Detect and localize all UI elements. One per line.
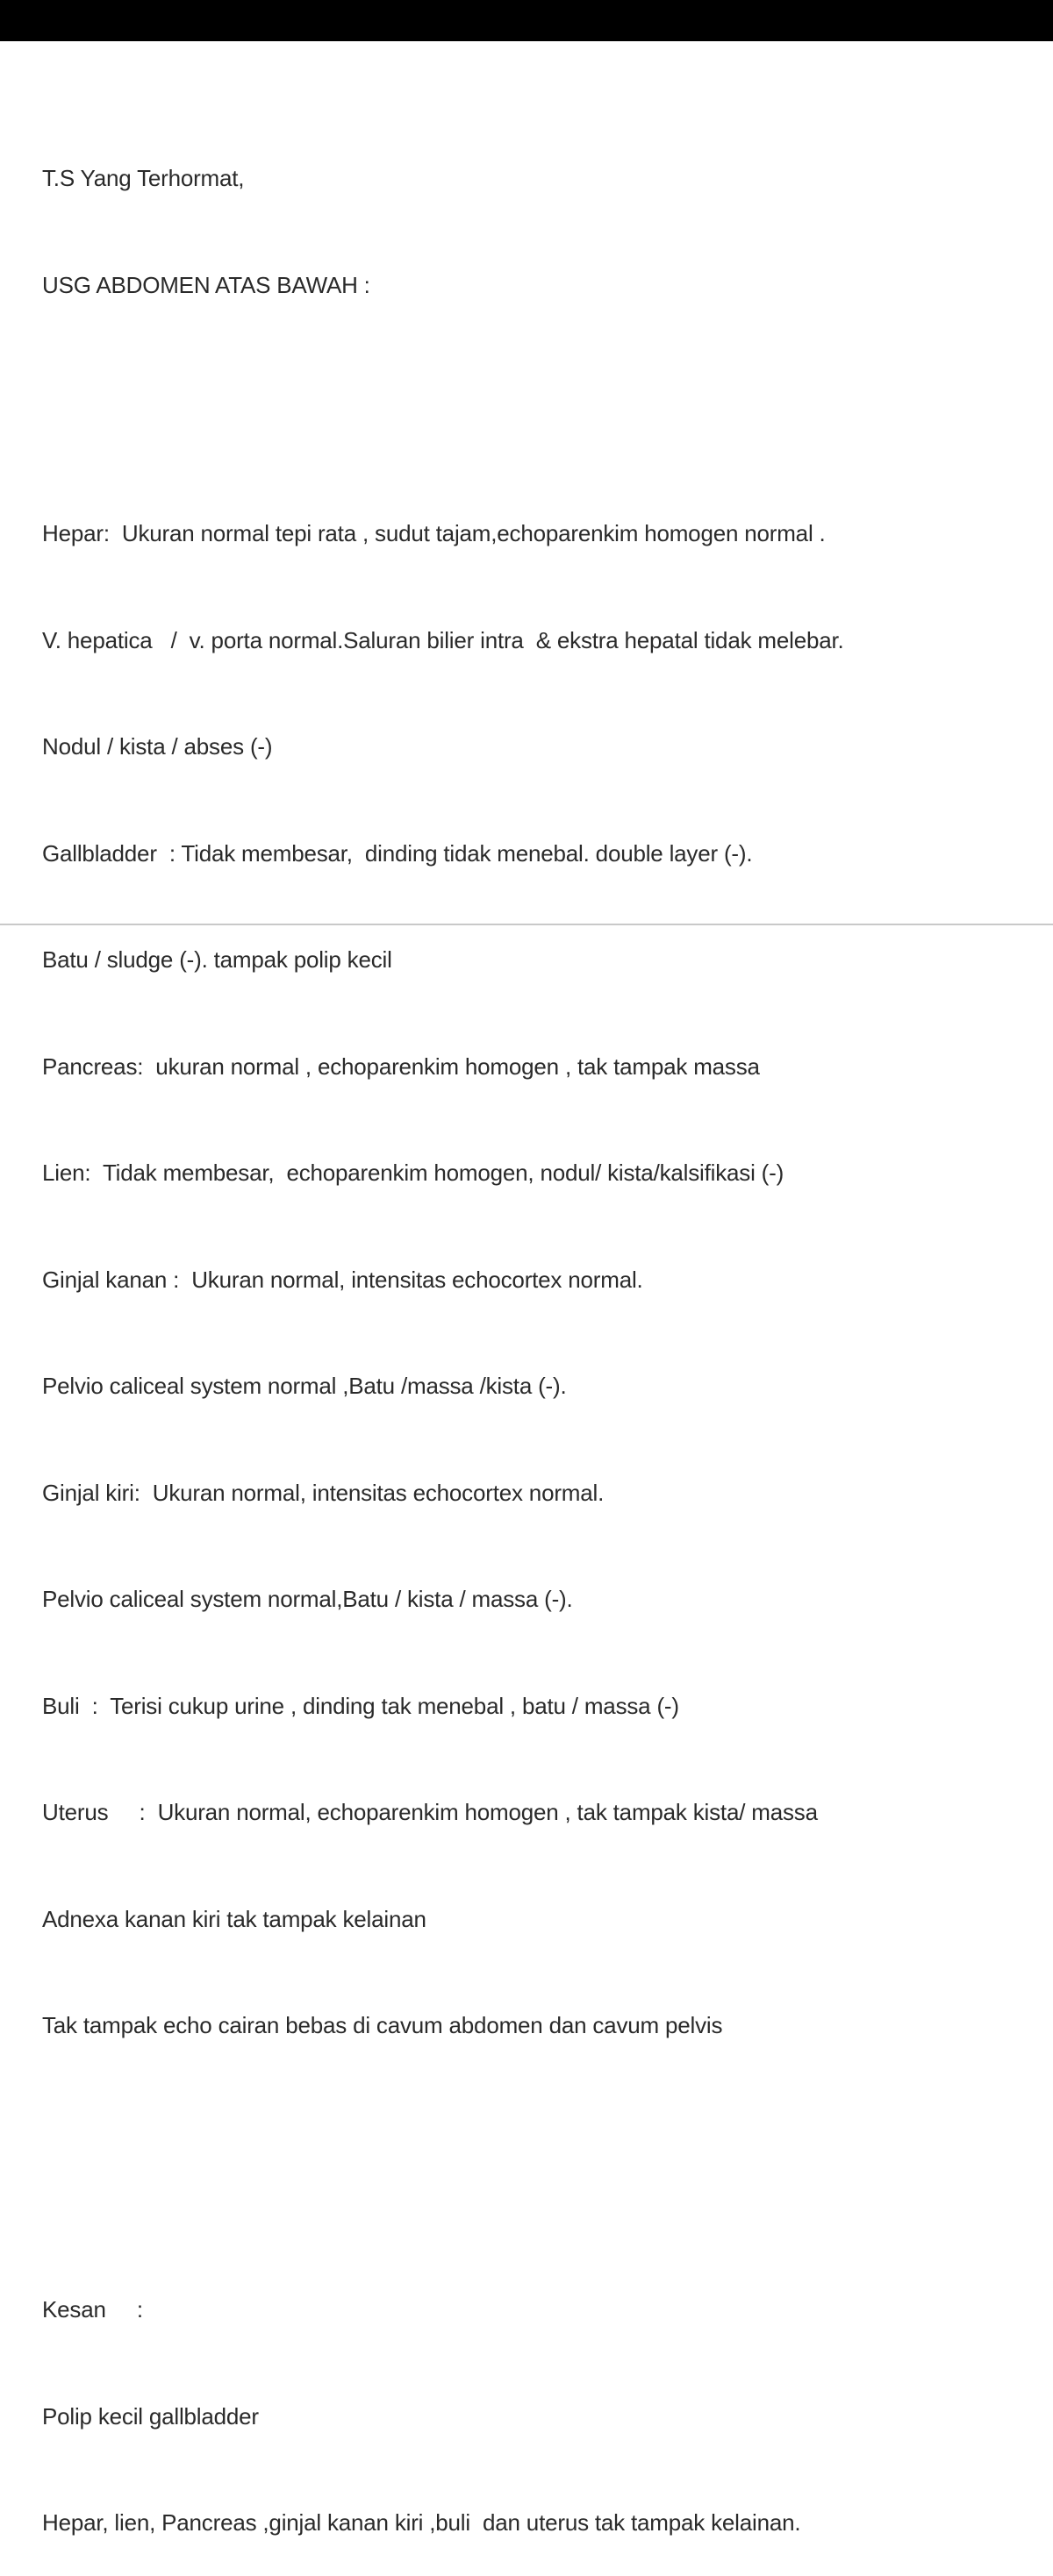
conclusion-item: Polip kecil gallbladder [42,2402,259,2430]
finding-batu-sludge: Batu / sludge (-). tampak polip kecil [42,946,392,973]
finding-hepatica: V. hepatica / v. porta normal.Saluran bilier intra & ekstra hepatal tidak melebar. [42,626,844,653]
finding-nodul: Nodul / kista / abses (-) [42,733,273,760]
salutation: T.S Yang Terhormat, [42,165,245,191]
blank-line [42,374,1034,410]
conclusion-item: Hepar, lien, Pancreas ,ginjal kanan kiri ,buli dan uterus tak tampak kelainan. [42,2509,801,2536]
finding-hepar: Hepar: Ukuran normal tepi rata , sudut tajam,echoparenkim homogen normal . [42,520,826,546]
bottom-divider [0,924,1053,925]
finding-adnexa: Adnexa kanan kiri tak tampak kelainan [42,1905,426,1932]
finding-cairan-bebas: Tak tampak echo cairan bebas di cavum abdomen dan cavum pelvis [42,2012,723,2038]
finding-ginjal-kiri: Ginjal kiri: Ukuran normal, intensitas echocortex normal. [42,1479,605,1506]
finding-pelvio-kanan: Pelvio caliceal system normal ,Batu /massa /kista (-). [42,1373,567,1399]
finding-buli: Buli : Terisi cukup urine , dinding tak menebal , batu / massa (-) [42,1692,679,1719]
finding-lien: Lien: Tidak membesar, echoparenkim homogen, nodul/ kista/kalsifikasi (-) [42,1160,784,1186]
finding-uterus: Uterus : Ukuran normal, echoparenkim homogen , tak tampak kista/ massa [42,1799,818,1825]
finding-pancreas: Pancreas: ukuran normal , echoparenkim homogen , tak tampak massa [42,1053,760,1080]
ultrasound-report [42,89,1034,2576]
report-heading: USG ABDOMEN ATAS BAWAH : [42,271,370,298]
conclusion-label: Kesan : [42,2296,143,2323]
finding-ginjal-kanan: Ginjal kanan : Ukuran normal, intensitas echocortex normal. [42,1266,643,1293]
finding-gallbladder: Gallbladder : Tidak membesar, dinding tidak menebal. double layer (-). [42,839,753,867]
blank-line [42,2150,1034,2186]
top-black-bar [0,0,1053,41]
finding-pelvio-kiri: Pelvio caliceal system normal,Batu / kista / massa (-). [42,1586,573,1612]
